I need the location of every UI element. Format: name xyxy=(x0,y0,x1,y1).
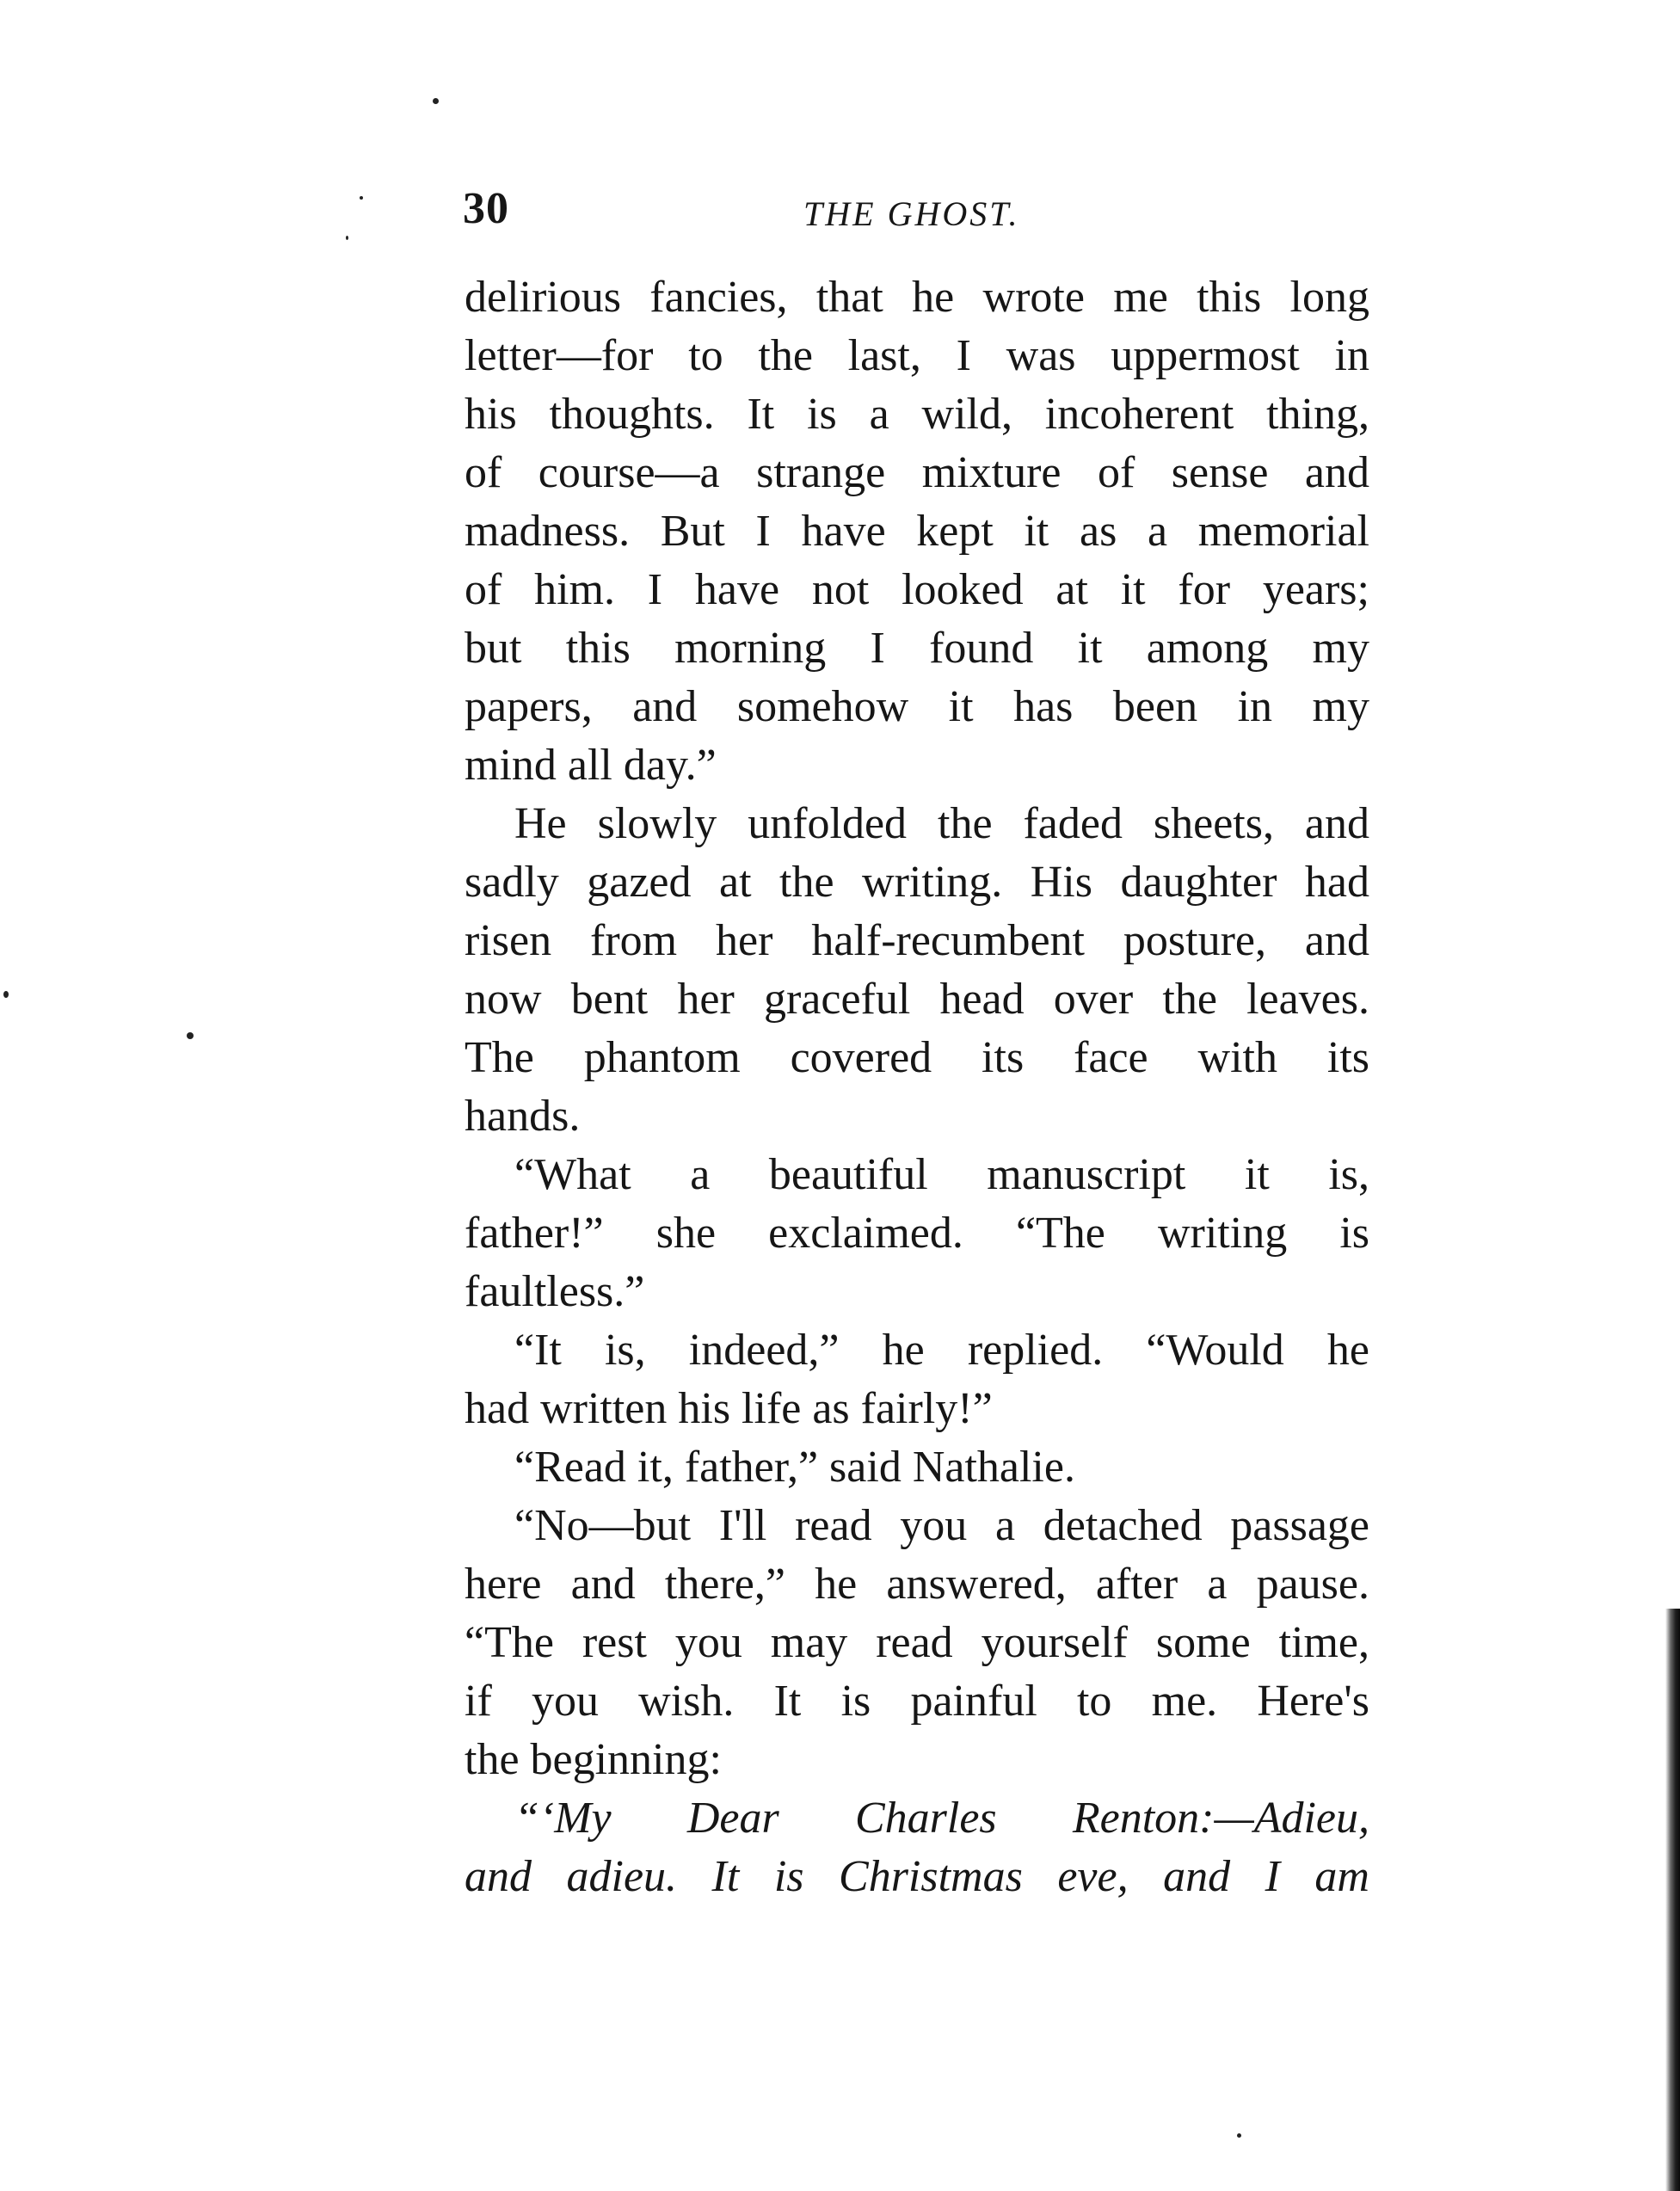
text-line: and adieu. It is Christmas eve, and I am xyxy=(465,1852,1369,1901)
text-line: his thoughts. It is a wild, incoherent thing, xyxy=(465,390,1369,439)
text-line: madness. But I have kept it as a memorial xyxy=(465,507,1369,556)
page-number: 30 xyxy=(463,184,509,233)
scan-speck xyxy=(187,1032,194,1039)
text-line: had written his life as fairly!” xyxy=(465,1384,993,1433)
text-line: if you wish. It is painful to me. Here's xyxy=(465,1677,1369,1726)
text-line: now bent her graceful head over the leaves. xyxy=(465,975,1369,1024)
text-line: hands. xyxy=(465,1092,581,1141)
scan-speck xyxy=(360,196,363,200)
text-line: of him. I have not looked at it for years; xyxy=(465,565,1369,614)
running-title: THE GHOST. xyxy=(803,194,1020,233)
text-line: letter—for to the last, I was uppermost in xyxy=(465,331,1369,380)
text-line: “‘My Dear Charles Renton:—Adieu, xyxy=(514,1794,1369,1843)
text-line: father!” she exclaimed. “The writing is xyxy=(465,1209,1369,1258)
text-line: but this morning I found it among my xyxy=(465,624,1369,673)
scan-speck xyxy=(433,98,439,104)
body-text xyxy=(465,268,1369,1906)
scan-speck xyxy=(3,991,9,998)
scan-speck xyxy=(1237,2133,1241,2138)
running-head xyxy=(463,179,1368,239)
text-line: the beginning: xyxy=(465,1735,722,1784)
scan-edge-shadow xyxy=(1665,1609,1680,2191)
text-line: risen from her half-recumbent posture, and xyxy=(465,916,1369,965)
text-line: mind all day.” xyxy=(465,741,717,790)
text-line: The phantom covered its face with its xyxy=(465,1033,1369,1082)
text-line: “It is, indeed,” he replied. “Would he xyxy=(514,1326,1369,1375)
scan-speck xyxy=(346,236,348,240)
text-line: “Read it, father,” said Nathalie. xyxy=(514,1443,1075,1492)
text-line: “The rest you may read yourself some time, xyxy=(465,1618,1369,1667)
text-line: faultless.” xyxy=(465,1267,645,1316)
text-line: papers, and somehow it has been in my xyxy=(465,682,1369,731)
text-line: “No—but I'll read you a detached passage xyxy=(514,1501,1369,1550)
text-line: sadly gazed at the writing. His daughter had xyxy=(465,858,1369,907)
text-line: of course—a strange mixture of sense and xyxy=(465,448,1369,497)
text-line: He slowly unfolded the faded sheets, and xyxy=(514,799,1369,848)
text-line: “What a beautiful manuscript it is, xyxy=(514,1150,1369,1199)
text-line: delirious fancies, that he wrote me this long xyxy=(465,273,1369,322)
text-line: here and there,” he answered, after a pause. xyxy=(465,1560,1369,1609)
